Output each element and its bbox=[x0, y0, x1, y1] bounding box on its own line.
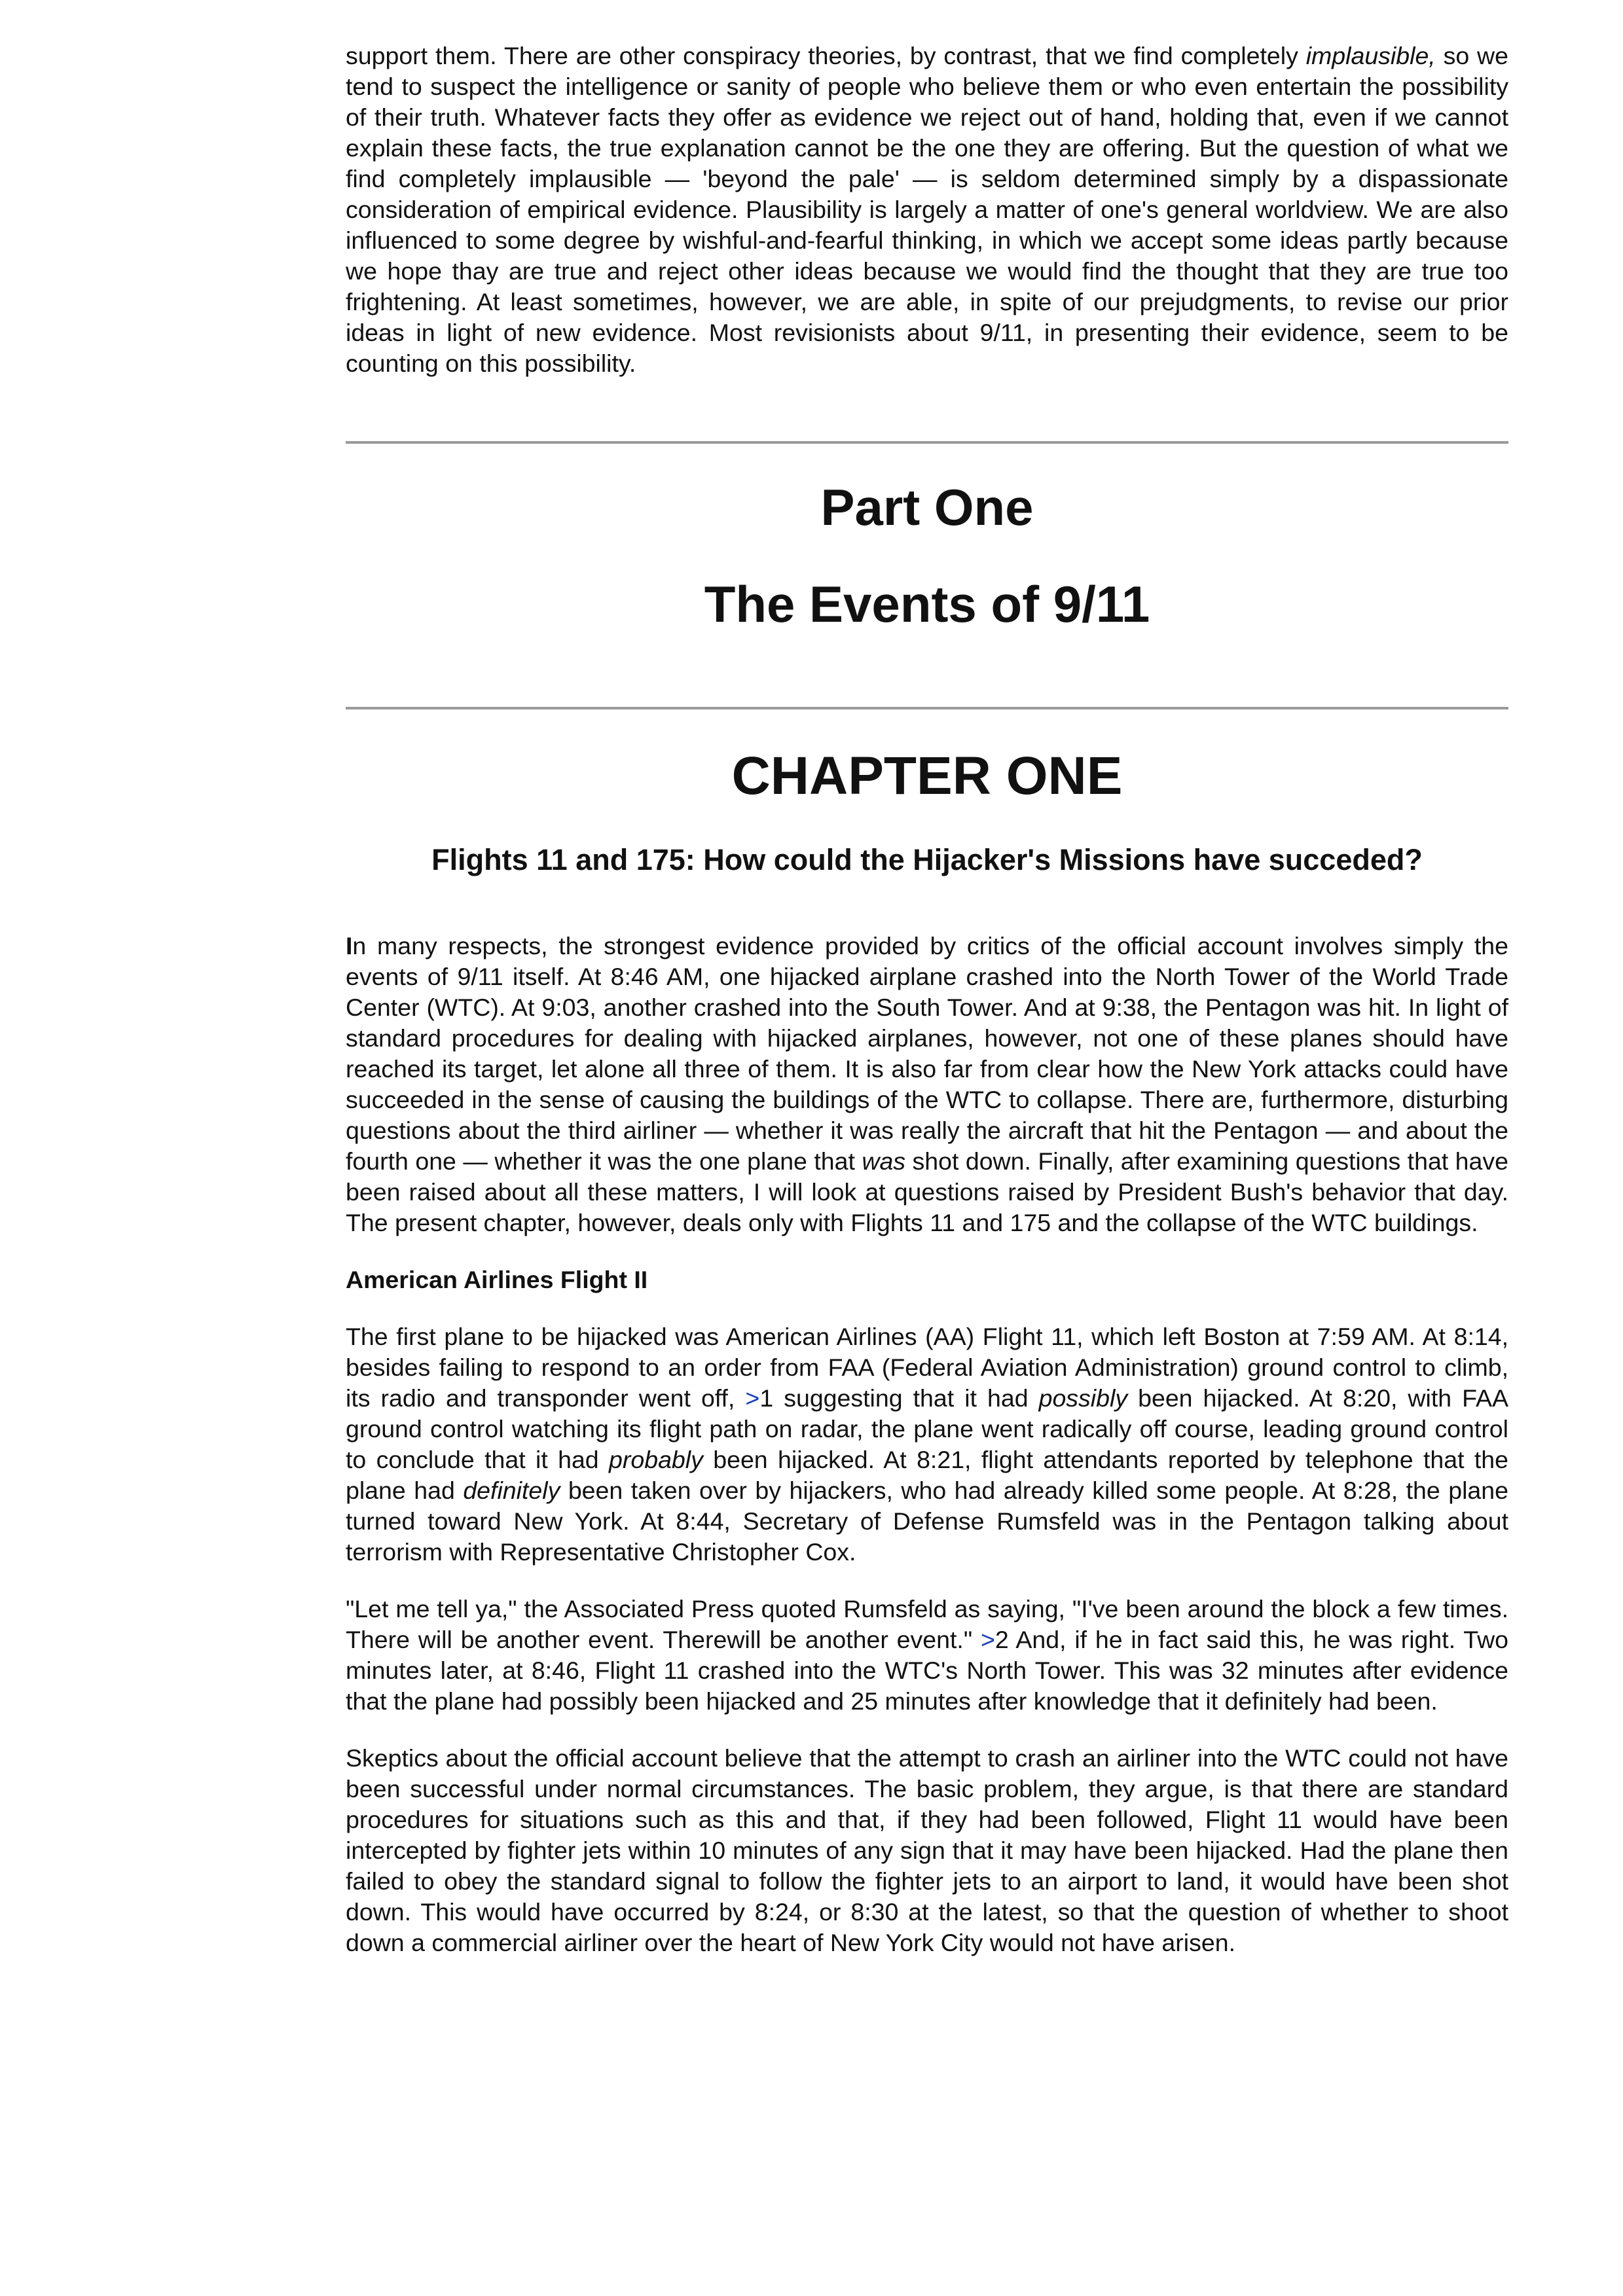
document-page bbox=[346, 41, 1508, 1958]
section-divider bbox=[346, 707, 1508, 709]
intro-text: support them. There are other conspiracy theories, by contrast, that we find completely bbox=[346, 42, 1306, 69]
body-paragraph bbox=[346, 1321, 1508, 1568]
body-text: 1 suggesting that it had bbox=[759, 1384, 1039, 1412]
part-subtitle: The Events of 9/11 bbox=[704, 575, 1150, 633]
footnote-link-1[interactable]: > bbox=[745, 1384, 760, 1412]
body-emphasis: was bbox=[862, 1147, 906, 1175]
intro-paragraph bbox=[346, 41, 1508, 379]
body-paragraph bbox=[346, 931, 1508, 1238]
body-text: been taken over by hijackers, who had already killed some people. At 8:28, the plane turned toward New York. At 8:44, Secretary of Defense Rumsfeld was in the Pentagon talking about terrorism with Representative Christopher Cox. bbox=[346, 1477, 1508, 1566]
intro-emphasis: implausible, bbox=[1305, 42, 1436, 69]
part-title: Part One bbox=[820, 478, 1034, 536]
body-emphasis: definitely bbox=[463, 1477, 560, 1504]
body-emphasis: probably bbox=[609, 1446, 703, 1473]
section-divider bbox=[346, 441, 1508, 444]
body-text: been hijacked. At 8:20, with FAA ground control watching its flight path on radar, the plane went radically off course, leading ground control to conclude that it had bbox=[346, 1384, 1508, 1473]
body-text: "Let me tell ya," the Associated Press quoted Rumsfeld as saying, "I've been around the block a few times. There will be another event. Therewill be another event." bbox=[346, 1595, 1508, 1653]
body-text: The first plane to be hijacked was American Airlines (AA) Flight 11, which left Boston at 7:59 AM. At 8:14, besides failing to respond to an order from FAA (Federal Aviation Administration) ground control to climb, its radio and transponder went off, bbox=[346, 1323, 1508, 1412]
intro-text: so we tend to suspect the intelligence or sanity of people who believe them or who even entertain the possibility of their truth. Whatever facts they offer as evidence we reject out of hand, holding that, even if we cannot explain these facts, the true explanation cannot be the one they are offering. But the question of what we find completely implausible — 'beyond the pale' — is seldom determined simply by a dispassionate consideration of empirical evidence. Plausibility is largely a matter of one's general worldview. We are also influenced to some degree by wishful-and-fearful thinking, in which we accept some ideas partly because we hope thay are true and reject other ideas because we would find the thought that they are true too frightening. At least sometimes, however, we are able, in spite of our prejudgments, to revise our prior ideas in light of new evidence. Most revisionists about 9/11, in presenting their evidence, seem to be counting on this possibility. bbox=[346, 42, 1508, 377]
body-paragraph bbox=[346, 1594, 1508, 1717]
chapter-title: CHAPTER ONE bbox=[731, 746, 1123, 806]
body-emphasis: possibly bbox=[1038, 1384, 1128, 1412]
body-paragraph: Skeptics about the official account believe that the attempt to crash an airliner into the WTC could not have been successful under normal circumstances. The basic problem, they argue, is that there are standard procedures for situations such as this and that, if they had been followed, Flight 11 would have been intercepted by fighter jets within 10 minutes of any sign that it may have been hijacked. Had the plane then failed to obey the standard signal to follow the fighter jets to an airport to land, it would have been shot down. This would have occurred by 8:24, or 8:30 at the latest, so that the question of whether to shoot down a commercial airliner over the heart of New York City would not have arisen. bbox=[346, 1744, 1508, 1956]
body-text: n many respects, the strongest evidence provided by critics of the official account involves simply the events of 9/11 itself. At 8:46 AM, one hijacked airplane crashed into the North Tower of the World Trade Center (WTC). At 9:03, another crashed into the South Tower. And at 9:38, the Pentagon was hit. In light of standard procedures for dealing with hijacked airplanes, however, not one of these planes should have reached its target, let alone all three of them. It is also far from clear how the New York attacks could have succeeded in the sense of causing the buildings of the WTC to collapse. There are, furthermore, disturbing questions about the third airliner — whether it was really the aircraft that hit the Pentagon — and about the fourth one — whether it was the one plane that bbox=[346, 932, 1508, 1175]
body-text: shot down. Finally, after examining questions that have been raised about all these matters, I will look at questions raised by President Bush's behavior that day. The present chapter, however, deals only with Flights 11 and 175 and the collapse of the WTC buildings. bbox=[346, 1147, 1508, 1236]
initial-letter: I bbox=[346, 932, 353, 960]
section-heading: American Airlines Flight II bbox=[346, 1266, 648, 1293]
chapter-subtitle: Flights 11 and 175: How could the Hijacker's Missions have succeded? bbox=[431, 843, 1423, 876]
footnote-link-2[interactable]: > bbox=[980, 1626, 995, 1653]
body-text: been hijacked. At 8:21, flight attendants reported by telephone that the plane had bbox=[346, 1446, 1508, 1504]
body-text: 2 And, if he in fact said this, he was right. Two minutes later, at 8:46, Flight 11 crashed into the WTC's North Tower. This was 32 minutes after evidence that the plane had possibly been hijacked and 25 minutes after knowledge that it definitely had been. bbox=[346, 1626, 1508, 1715]
